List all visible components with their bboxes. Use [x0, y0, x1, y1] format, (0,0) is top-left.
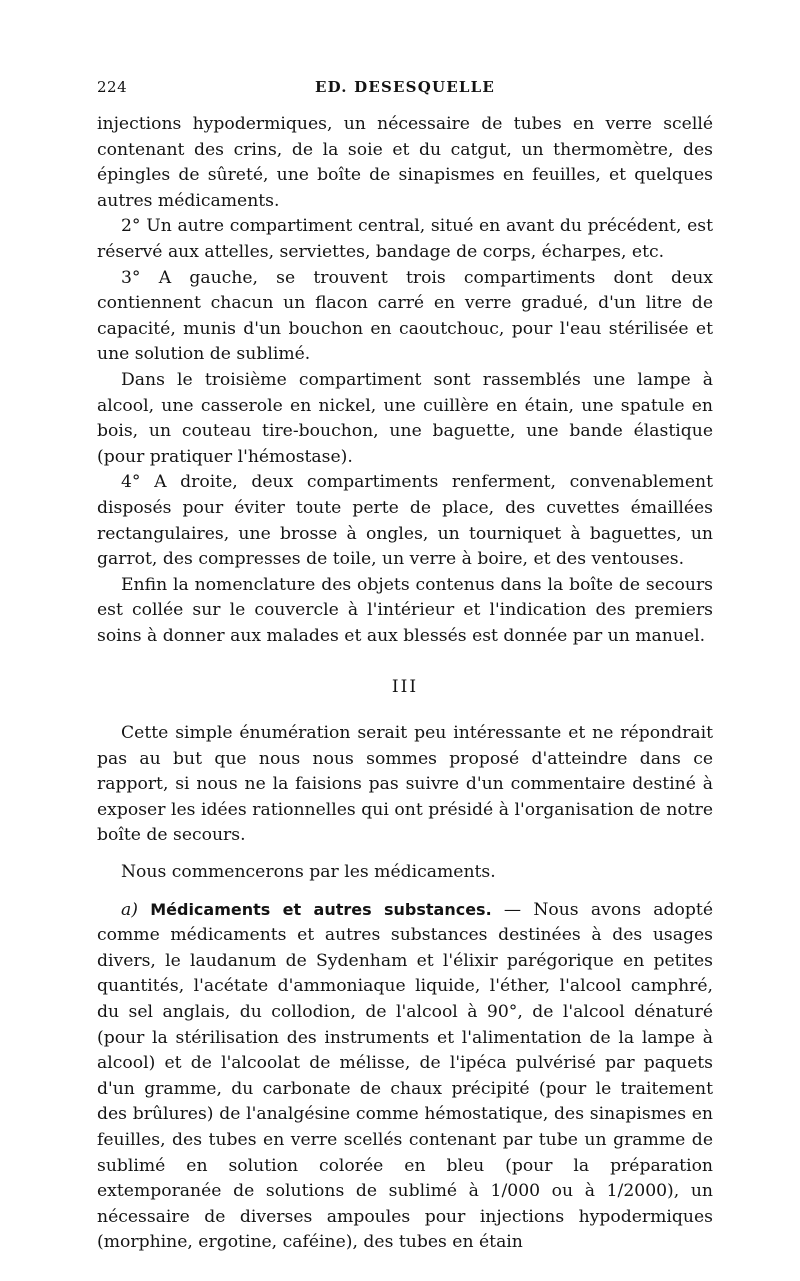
page-number: 224: [97, 78, 128, 96]
subsection-letter: a): [121, 899, 138, 920]
paragraph-medicaments-intro: Nous commencerons par les médicaments.: [121, 862, 496, 883]
section-heading: III: [391, 677, 419, 698]
paragraph-item-2: 2° Un autre compartiment central, situé en avant du précédent, est réservé aux attelles, serviettes, bandage de corps, écharpes, etc.: [97, 216, 713, 262]
paragraph-item-4: 4° A droite, deux compartiments renferment, convenablement disposés pour éviter toute perte de place, des cuvettes émaillées rectangulaires, une brosse à ongles, un tourniquet à baguettes, un garrot, des compresses de toile, un verre à boire, et des ventouses.: [97, 472, 713, 570]
paragraph-nomenclature: Enfin la nomenclature des objets contenus dans la boîte de secours est collée sur le couvercle à l'intérieur et l'indication des premiers soins à donner aux malades et aux blessés est donnée par un manuel.: [97, 574, 713, 646]
running-title: ED. DESESQUELLE: [315, 78, 495, 96]
subsection-heading: Médicaments et autres substances.: [150, 899, 492, 919]
running-header: [97, 78, 713, 102]
paragraph-medicaments: [97, 897, 713, 1256]
body-text: [97, 112, 713, 1256]
subsection-body: — Nous avons adopté comme médicaments et autres substances destinées à des usages divers, le laudanum de Sydenham et l'élixir parégorique en petites quantités, l'acétate d'ammoniaque liquide, l'éther, l'alcool camphré, du sel anglais, du collodion, de l'alcool à 90°, de l'alcool dénaturé (pour la stérilisation des instruments et l'alimentation de la lampe à alcool) et de l'alcoolat de mélisse, de l'ipéca pulvérisé par paquets d'un gramme, du carbonate de chaux précipité (pour le traitement des brûlures) de l'analgésine comme hémostatique, des sinapismes en feuilles, des tubes en verre scellés contenant par tube un gramme de sublimé en solution colorée en bleu (pour la préparation extemporanée de solutions de sublimé à 1/000 ou à 1/2000), un nécessaire de diverses ampoules pour injections hypodermiques (morphine, ergotine, caféine), des tubes en étain: [97, 899, 713, 1253]
paragraph-enumeration: Cette simple énumération serait peu intéressante et ne répondrait pas au but que nous nous sommes proposé d'atteindre dans ce rapport, si nous ne la faisions pas suivre d'un commentaire destiné à exposer les idées rationnelles qui ont présidé à l'organisation de notre boîte de secours.: [97, 723, 713, 846]
paragraph-third-compartment: Dans le troisième compartiment sont rassemblés une lampe à alcool, une casserole en nickel, une cuillère en étain, une spatule en bois, un couteau tire-bouchon, une baguette, une bande élastique (pour pratiquer l'hémostase).: [97, 369, 713, 467]
paragraph-continuation: injections hypodermiques, un nécessaire de tubes en verre scellé contenant des crins, de la soie et du catgut, un thermomètre, des épingles de sûreté, une boîte de sinapismes en feuilles, et quelques autres médicaments.: [97, 114, 713, 211]
paragraph-item-3: 3° A gauche, se trouvent trois compartiments dont deux contiennent chacun un flacon carré en verre gradué, d'un litre de capacité, munis d'un bouchon en caoutchouc, pour l'eau stérilisée et une solution de sublimé.: [97, 267, 713, 365]
